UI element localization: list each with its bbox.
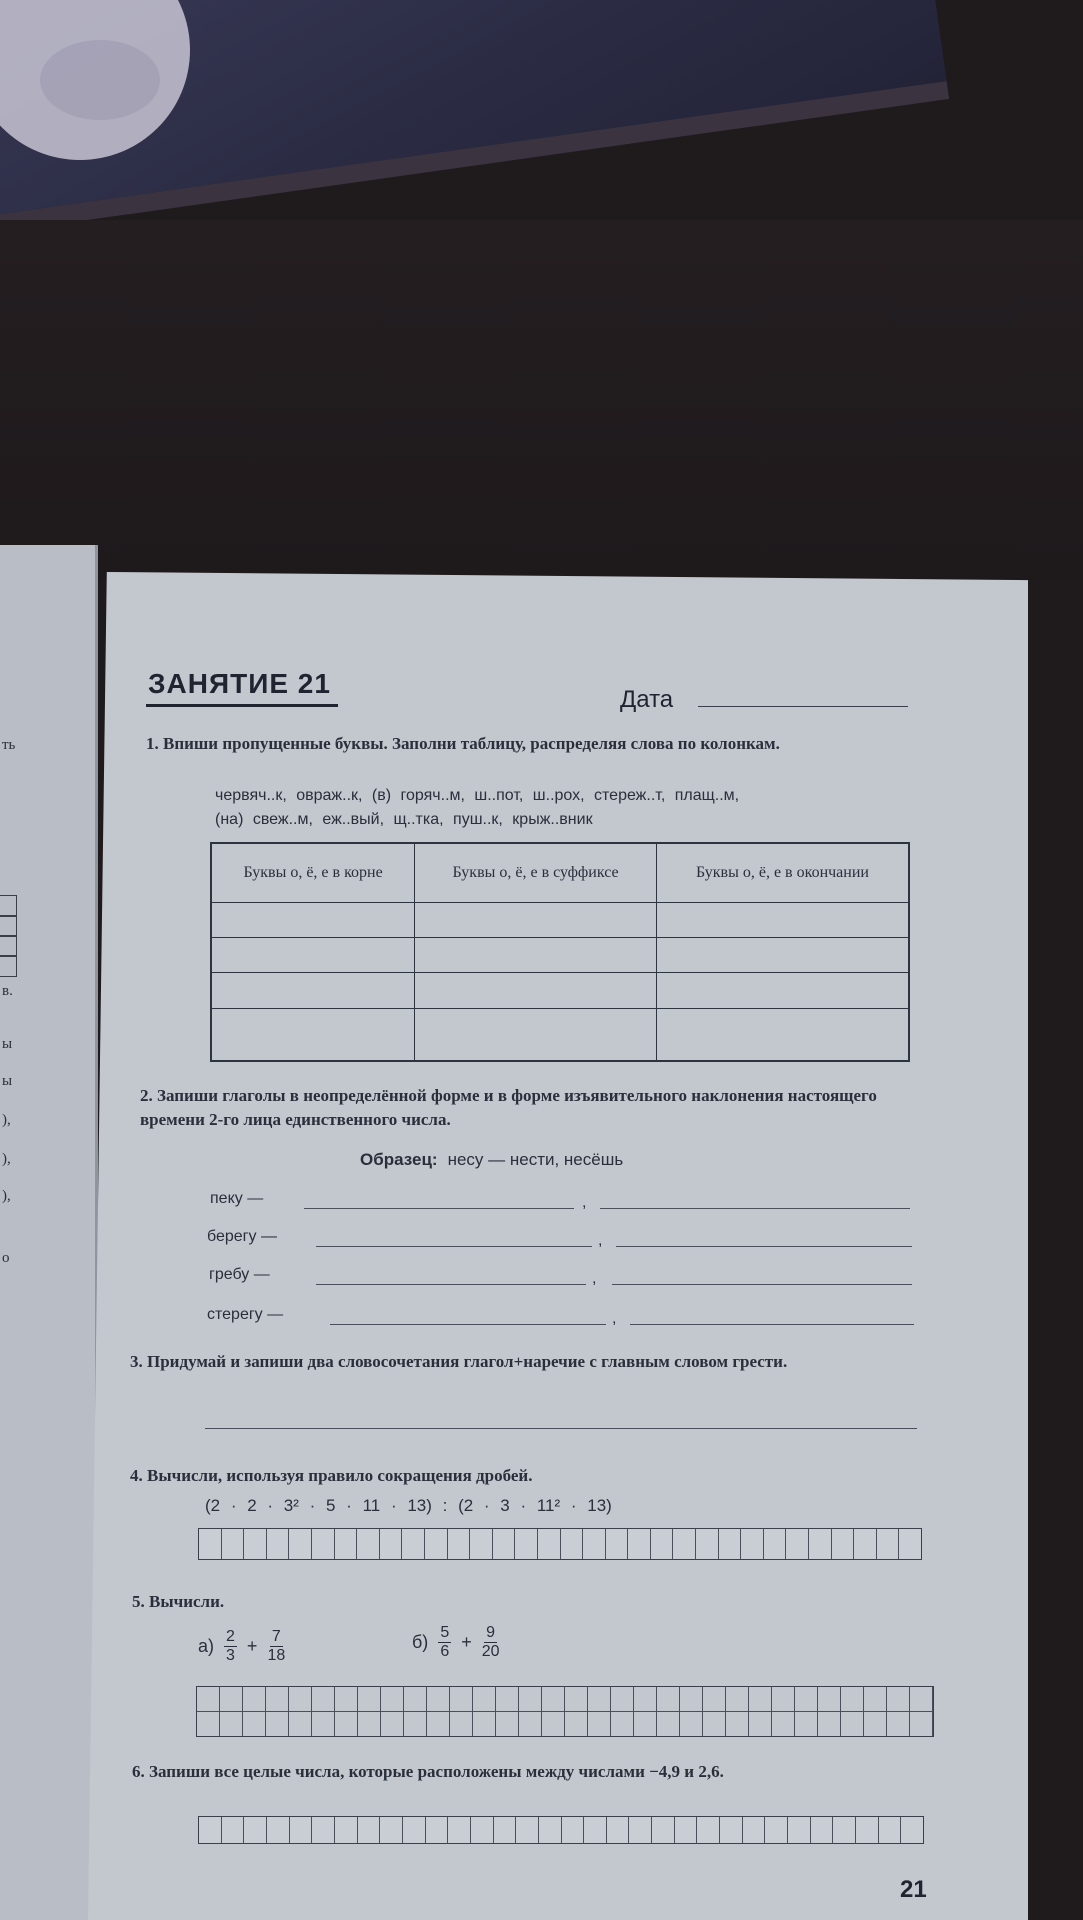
left-fragment: о (2, 1250, 10, 1266)
plus-sign: + (461, 1632, 472, 1652)
task5-a-label: а) (198, 1636, 215, 1656)
task4-expression: (2 · 2 · 3² · 5 · 11 · 13) : (2 · 3 · 11² · 13) (205, 1496, 612, 1515)
table-cell[interactable] (656, 973, 909, 1008)
comma: , (592, 1270, 597, 1287)
task1-text: 1. Впиши пропущенные буквы. Заполни таблицу, распределяя слова по колонкам. (146, 734, 780, 753)
task4-text: 4. Вычисли, используя правило сокращения дробей. (130, 1466, 533, 1485)
letters-table (210, 842, 910, 1062)
task5-b (412, 1624, 500, 1661)
table-header: Буквы о, ё, е в корне (211, 843, 415, 903)
left-fragment: ы (2, 1036, 13, 1052)
comma: , (612, 1310, 617, 1327)
left-fragment: ), (2, 1188, 11, 1204)
table-cell[interactable] (211, 973, 415, 1008)
answer-line[interactable] (316, 1246, 592, 1247)
lesson-title: ЗАНЯТИЕ 21 (148, 668, 331, 699)
answer-cells[interactable] (196, 1686, 934, 1737)
flower-petal-icon (40, 40, 160, 120)
left-fragment: ы (2, 1073, 13, 1089)
answer-line[interactable] (330, 1324, 606, 1325)
fraction: $\frac{2}{3}$ (226, 1628, 235, 1664)
task1-words-line2: (на) свеж..м, еж..вый, щ..тка, пуш..к, крыж..вник (215, 811, 593, 828)
task5-a (198, 1628, 285, 1665)
table-cell[interactable] (656, 938, 909, 973)
sample-text: несу — нести, несёшь (447, 1150, 624, 1169)
table-header: Буквы о, ё, е в окончании (656, 843, 909, 903)
verb-label: пеку — (210, 1190, 264, 1207)
table-cell[interactable] (211, 938, 415, 973)
answer-cells[interactable] (198, 1816, 924, 1844)
task2-sample (360, 1150, 623, 1170)
table-cell[interactable] (211, 903, 415, 938)
comma: , (598, 1232, 603, 1249)
comma: , (582, 1194, 587, 1211)
left-fragment: ть (2, 737, 16, 753)
answer-line[interactable] (316, 1284, 586, 1285)
table-cell[interactable] (656, 1008, 909, 1061)
verb-label: берегу — (207, 1228, 277, 1245)
table-cell[interactable] (415, 938, 657, 973)
sample-label: Образец: (360, 1150, 438, 1169)
left-fragment: в. (2, 983, 13, 999)
task1-words (215, 784, 925, 832)
dark-background (0, 220, 1083, 580)
answer-line[interactable] (612, 1284, 912, 1285)
fraction: $\frac{9}{20}$ (481, 1624, 500, 1660)
answer-line[interactable] (600, 1208, 910, 1209)
left-fragment: ), (2, 1151, 11, 1167)
verb-label: стерегу — (207, 1306, 284, 1323)
task5-text: 5. Вычисли. (132, 1592, 225, 1611)
left-grid-cell (0, 895, 17, 917)
answer-line[interactable] (205, 1428, 917, 1429)
task1-words-line1: червяч..к, овраж..к, (в) горяч..м, ш..пот, ш..рох, стереж..т, плащ..м, (215, 787, 740, 804)
verb-label: гребу — (209, 1266, 270, 1283)
plus-sign: + (246, 1636, 258, 1656)
fraction: $\frac{7}{18}$ (267, 1628, 286, 1664)
title-underline (146, 704, 338, 707)
task2-text: 2. Запиши глаголы в неопределённой форме и в форме изъявительного наклонения настоящего времени 2-го лица единственного числа. (140, 1086, 877, 1129)
answer-line[interactable] (630, 1324, 914, 1325)
left-page-edge (0, 545, 98, 1920)
table-cell[interactable] (415, 973, 657, 1008)
fraction: $\frac{5}{6}$ (440, 1624, 450, 1660)
page-number: 21 (900, 1876, 927, 1903)
left-fragment: ), (2, 1112, 11, 1128)
table-cell[interactable] (211, 1008, 415, 1061)
task3-text: 3. Придумай и запиши два словосочетания глагол+наречие с главным словом грести. (130, 1352, 788, 1371)
table-cell[interactable] (415, 1008, 657, 1061)
answer-line[interactable] (616, 1246, 912, 1247)
left-grid-cell (0, 935, 17, 957)
table-header: Буквы о, ё, е в суффиксе (415, 843, 657, 903)
left-grid-cell (0, 915, 17, 937)
date-label: Дата (620, 686, 674, 713)
task5-b-label: б) (412, 1632, 429, 1652)
date-field[interactable] (698, 706, 908, 707)
answer-cells[interactable] (198, 1528, 922, 1560)
table-cell[interactable] (415, 903, 657, 938)
table-cell[interactable] (656, 903, 909, 938)
task6-text: 6. Запиши все целые числа, которые расположены между числами −4,9 и 2,6. (132, 1762, 724, 1781)
left-grid-cell (0, 955, 17, 977)
answer-line[interactable] (304, 1208, 574, 1209)
